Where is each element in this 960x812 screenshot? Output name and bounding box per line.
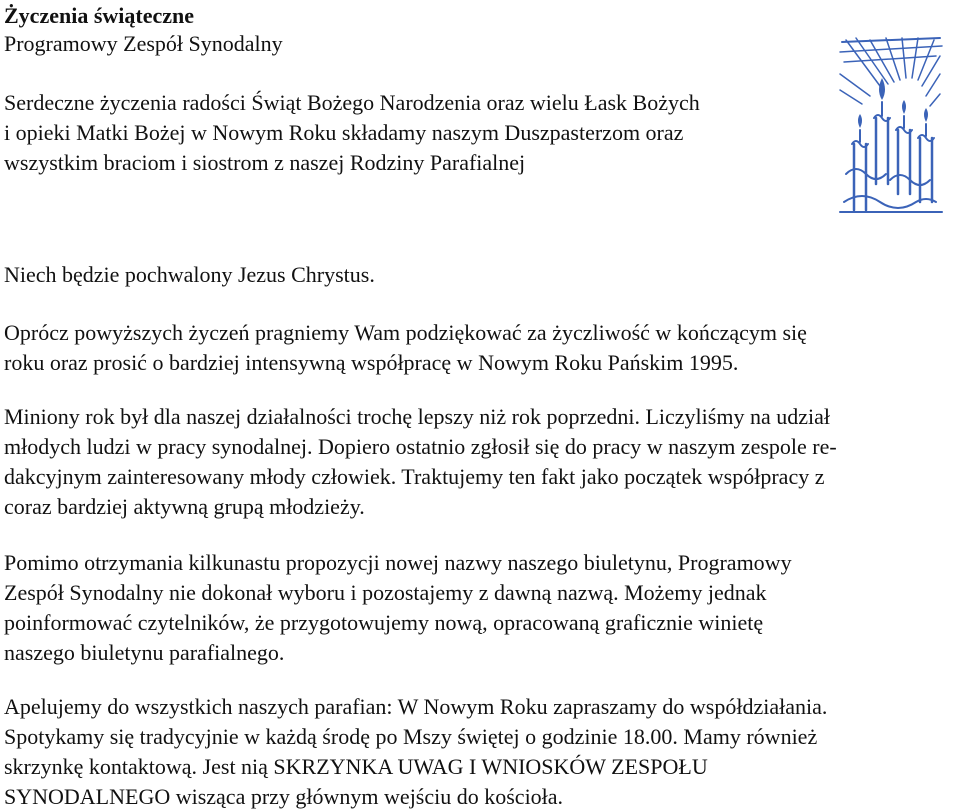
advent-candles-icon <box>836 34 946 214</box>
text-line: młodych ludzi w pracy synodalnej. Dopiero ostatnio zgłosił się do pracy w naszym zespole re- <box>4 434 837 459</box>
text-line: skrzynkę kontaktową. Jest nią SKRZYNKA UWAG I WNIOSKÓW ZESPOŁU <box>4 754 708 779</box>
text-line: Zespół Synodalny nie dokonał wyboru i pozostajemy z dawną nazwą. Możemy jednak <box>4 580 767 605</box>
text-line: coraz bardziej aktywną grupą młodzieży. <box>4 494 365 519</box>
page-subtitle: Programowy Zespół Synodalny <box>4 31 283 56</box>
text-line: wszystkim braciom i siostrom z naszej Rodziny Parafialnej <box>4 150 526 175</box>
text-line: Miniony rok był dla naszej działalności trochę lepszy niż rok poprzedni. Liczyliśmy na udział <box>4 404 830 429</box>
text-line: i opieki Matki Bożej w Nowym Roku składamy naszym Duszpasterzom oraz <box>4 120 684 145</box>
text-line: Serdeczne życzenia radości Świąt Bożego Narodzenia oraz wielu Łask Bożych <box>4 90 700 115</box>
document-page <box>4 0 956 810</box>
text-line: Pomimo otrzymania kilkunastu propozycji nowej nazwy naszego biuletynu, Programowy <box>4 550 792 575</box>
youth-paragraph <box>4 402 956 522</box>
text-line: Apelujemy do wszystkich naszych parafian: W Nowym Roku zapraszamy do współdziałania. <box>4 694 828 719</box>
appeal-paragraph <box>4 692 956 812</box>
text-line: Oprócz powyższych życzeń pragniemy Wam podziękować za życzliwość w kończącym się <box>4 320 807 345</box>
thanks-paragraph <box>4 318 956 378</box>
greeting-paragraph <box>4 88 824 178</box>
newsletter-name-paragraph <box>4 548 956 668</box>
text-line: SYNODALNEGO wisząca przy głównym wejściu do kościoła. <box>4 784 564 809</box>
text-line: naszego biuletynu parafialnego. <box>4 640 285 665</box>
text-line: poinformować czytelników, że przygotowujemy nową, opracowaną graficznie winietę <box>4 610 764 635</box>
text-line: roku oraz prosić o bardziej intensywną współpracę w Nowym Roku Pańskim 1995. <box>4 350 739 375</box>
praise-line: Niech będzie pochwalony Jezus Chrystus. <box>4 262 375 287</box>
page-title: Życzenia świąteczne <box>4 3 194 28</box>
text-line: dakcyjnym zainteresowany młody człowiek. Traktujemy ten fakt jako początek współpracy z <box>4 464 825 489</box>
text-line: Spotykamy się tradycyjnie w każdą środę po Mszy świętej o godzinie 18.00. Mamy również <box>4 724 818 749</box>
